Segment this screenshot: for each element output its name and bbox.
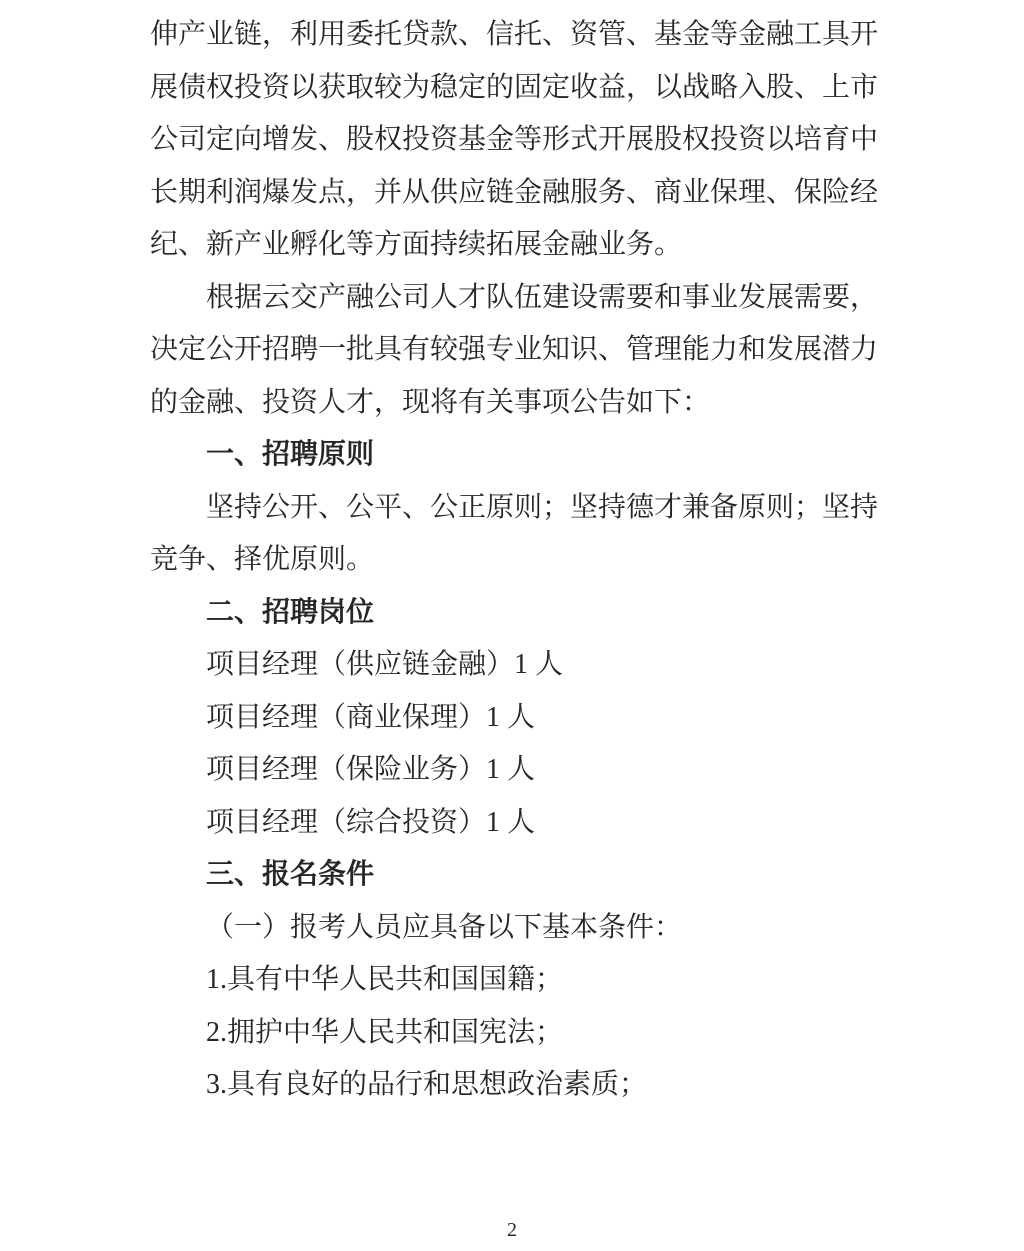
page-number: 2 xyxy=(507,1219,517,1241)
section-1-heading: 一、招聘原则 xyxy=(206,439,375,470)
paragraph-continued-from-previous-page: 伸产业链，利用委托贷款、信托、资管、基金等金融工具开展债权投资以获取较为稳定的固定收益，以战略入股、上市公司定向增发、股权投资基金等形式开展股权投资以培育中长期利润爆发点，并从供应链金融服务、商业保理、保险经纪、新产业孵化等方面持续拓展金融业务。 xyxy=(150,19,879,260)
section-3-heading: 三、报名条件 xyxy=(206,859,375,890)
job-position-item: 项目经理（综合投资）1 人 xyxy=(206,806,536,838)
basic-conditions-lead-in: （一）报考人员应具备以下基本条件： xyxy=(206,911,683,943)
condition-item: 1.具有中华人民共和国国籍； xyxy=(206,964,564,995)
condition-item: 2.拥护中华人民共和国宪法； xyxy=(206,1016,564,1048)
job-position-item: 项目经理（保险业务）1 人 xyxy=(206,754,536,785)
job-position-item: 项目经理（供应链金融）1 人 xyxy=(206,649,564,680)
job-position-item: 项目经理（商业保理）1 人 xyxy=(206,701,536,733)
section-2-heading: 二、招聘岗位 xyxy=(206,596,375,628)
paragraph-intro: 根据云交产融公司人才队伍建设需要和事业发展需要，决定公开招聘一批具有较强专业知识、管理能力和发展潜力的金融、投资人才，现将有关事项公告如下： xyxy=(150,281,879,418)
document-body xyxy=(150,9,878,1112)
section-1-paragraph: 坚持公开、公平、公正原则；坚持德才兼备原则；坚持竞争、择优原则。 xyxy=(150,491,879,575)
condition-item: 3.具有良好的品行和思想政治素质； xyxy=(206,1069,648,1100)
